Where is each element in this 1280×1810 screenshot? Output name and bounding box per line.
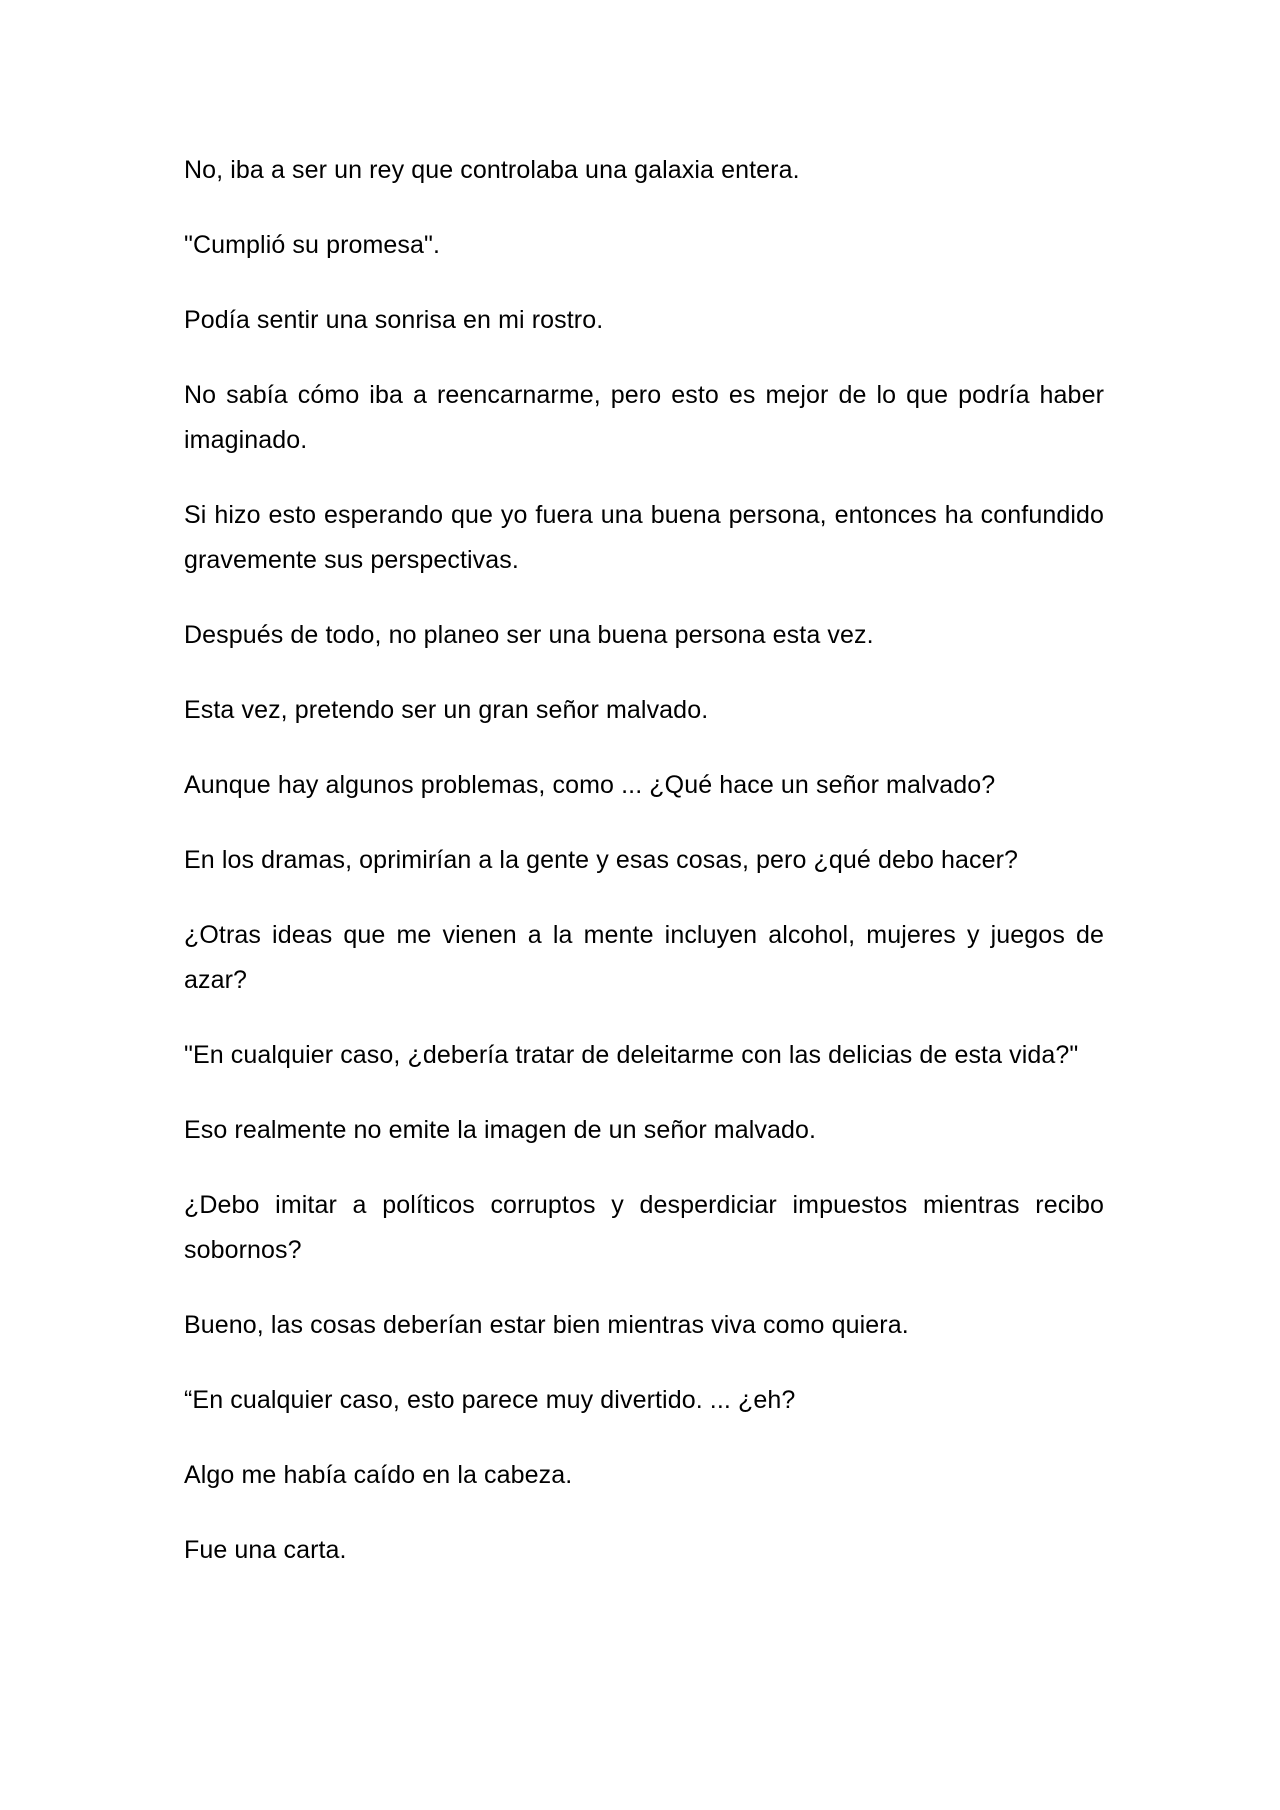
- paragraph: En los dramas, oprimirían a la gente y esas cosas, pero ¿qué debo hacer?: [184, 846, 1019, 874]
- paragraph: Esta vez, pretendo ser un gran señor malvado.: [184, 696, 709, 724]
- paragraph: Aunque hay algunos problemas, como ... ¿Qué hace un señor malvado?: [184, 771, 996, 799]
- paragraph: Después de todo, no planeo ser una buena persona esta vez.: [184, 621, 874, 649]
- paragraph: Algo me había caído en la cabeza.: [184, 1461, 573, 1489]
- paragraph: Si hizo esto esperando que yo fuera una buena persona, entonces ha confundido gravemente sus perspectivas.: [184, 501, 1104, 574]
- paragraph: "En cualquier caso, ¿debería tratar de deleitarme con las delicias de esta vida?": [184, 1041, 1079, 1069]
- paragraph: Podía sentir una sonrisa en mi rostro.: [184, 306, 604, 334]
- paragraph: No, iba a ser un rey que controlaba una galaxia entera.: [184, 156, 800, 184]
- paragraph: Bueno, las cosas deberían estar bien mientras viva como quiera.: [184, 1311, 909, 1339]
- paragraph: ¿Debo imitar a políticos corruptos y desperdiciar impuestos mientras recibo sobornos?: [184, 1191, 1104, 1264]
- paragraph: Fue una carta.: [184, 1536, 347, 1564]
- paragraph: “En cualquier caso, esto parece muy divertido. ... ¿eh?: [184, 1386, 796, 1414]
- paragraph: No sabía cómo iba a reencarnarme, pero esto es mejor de lo que podría haber imaginado.: [184, 381, 1104, 454]
- paragraph: "Cumplió su promesa".: [184, 231, 441, 259]
- document-body: [184, 148, 1104, 1573]
- paragraph: ¿Otras ideas que me vienen a la mente incluyen alcohol, mujeres y juegos de azar?: [184, 921, 1104, 994]
- paragraph: Eso realmente no emite la imagen de un señor malvado.: [184, 1116, 817, 1144]
